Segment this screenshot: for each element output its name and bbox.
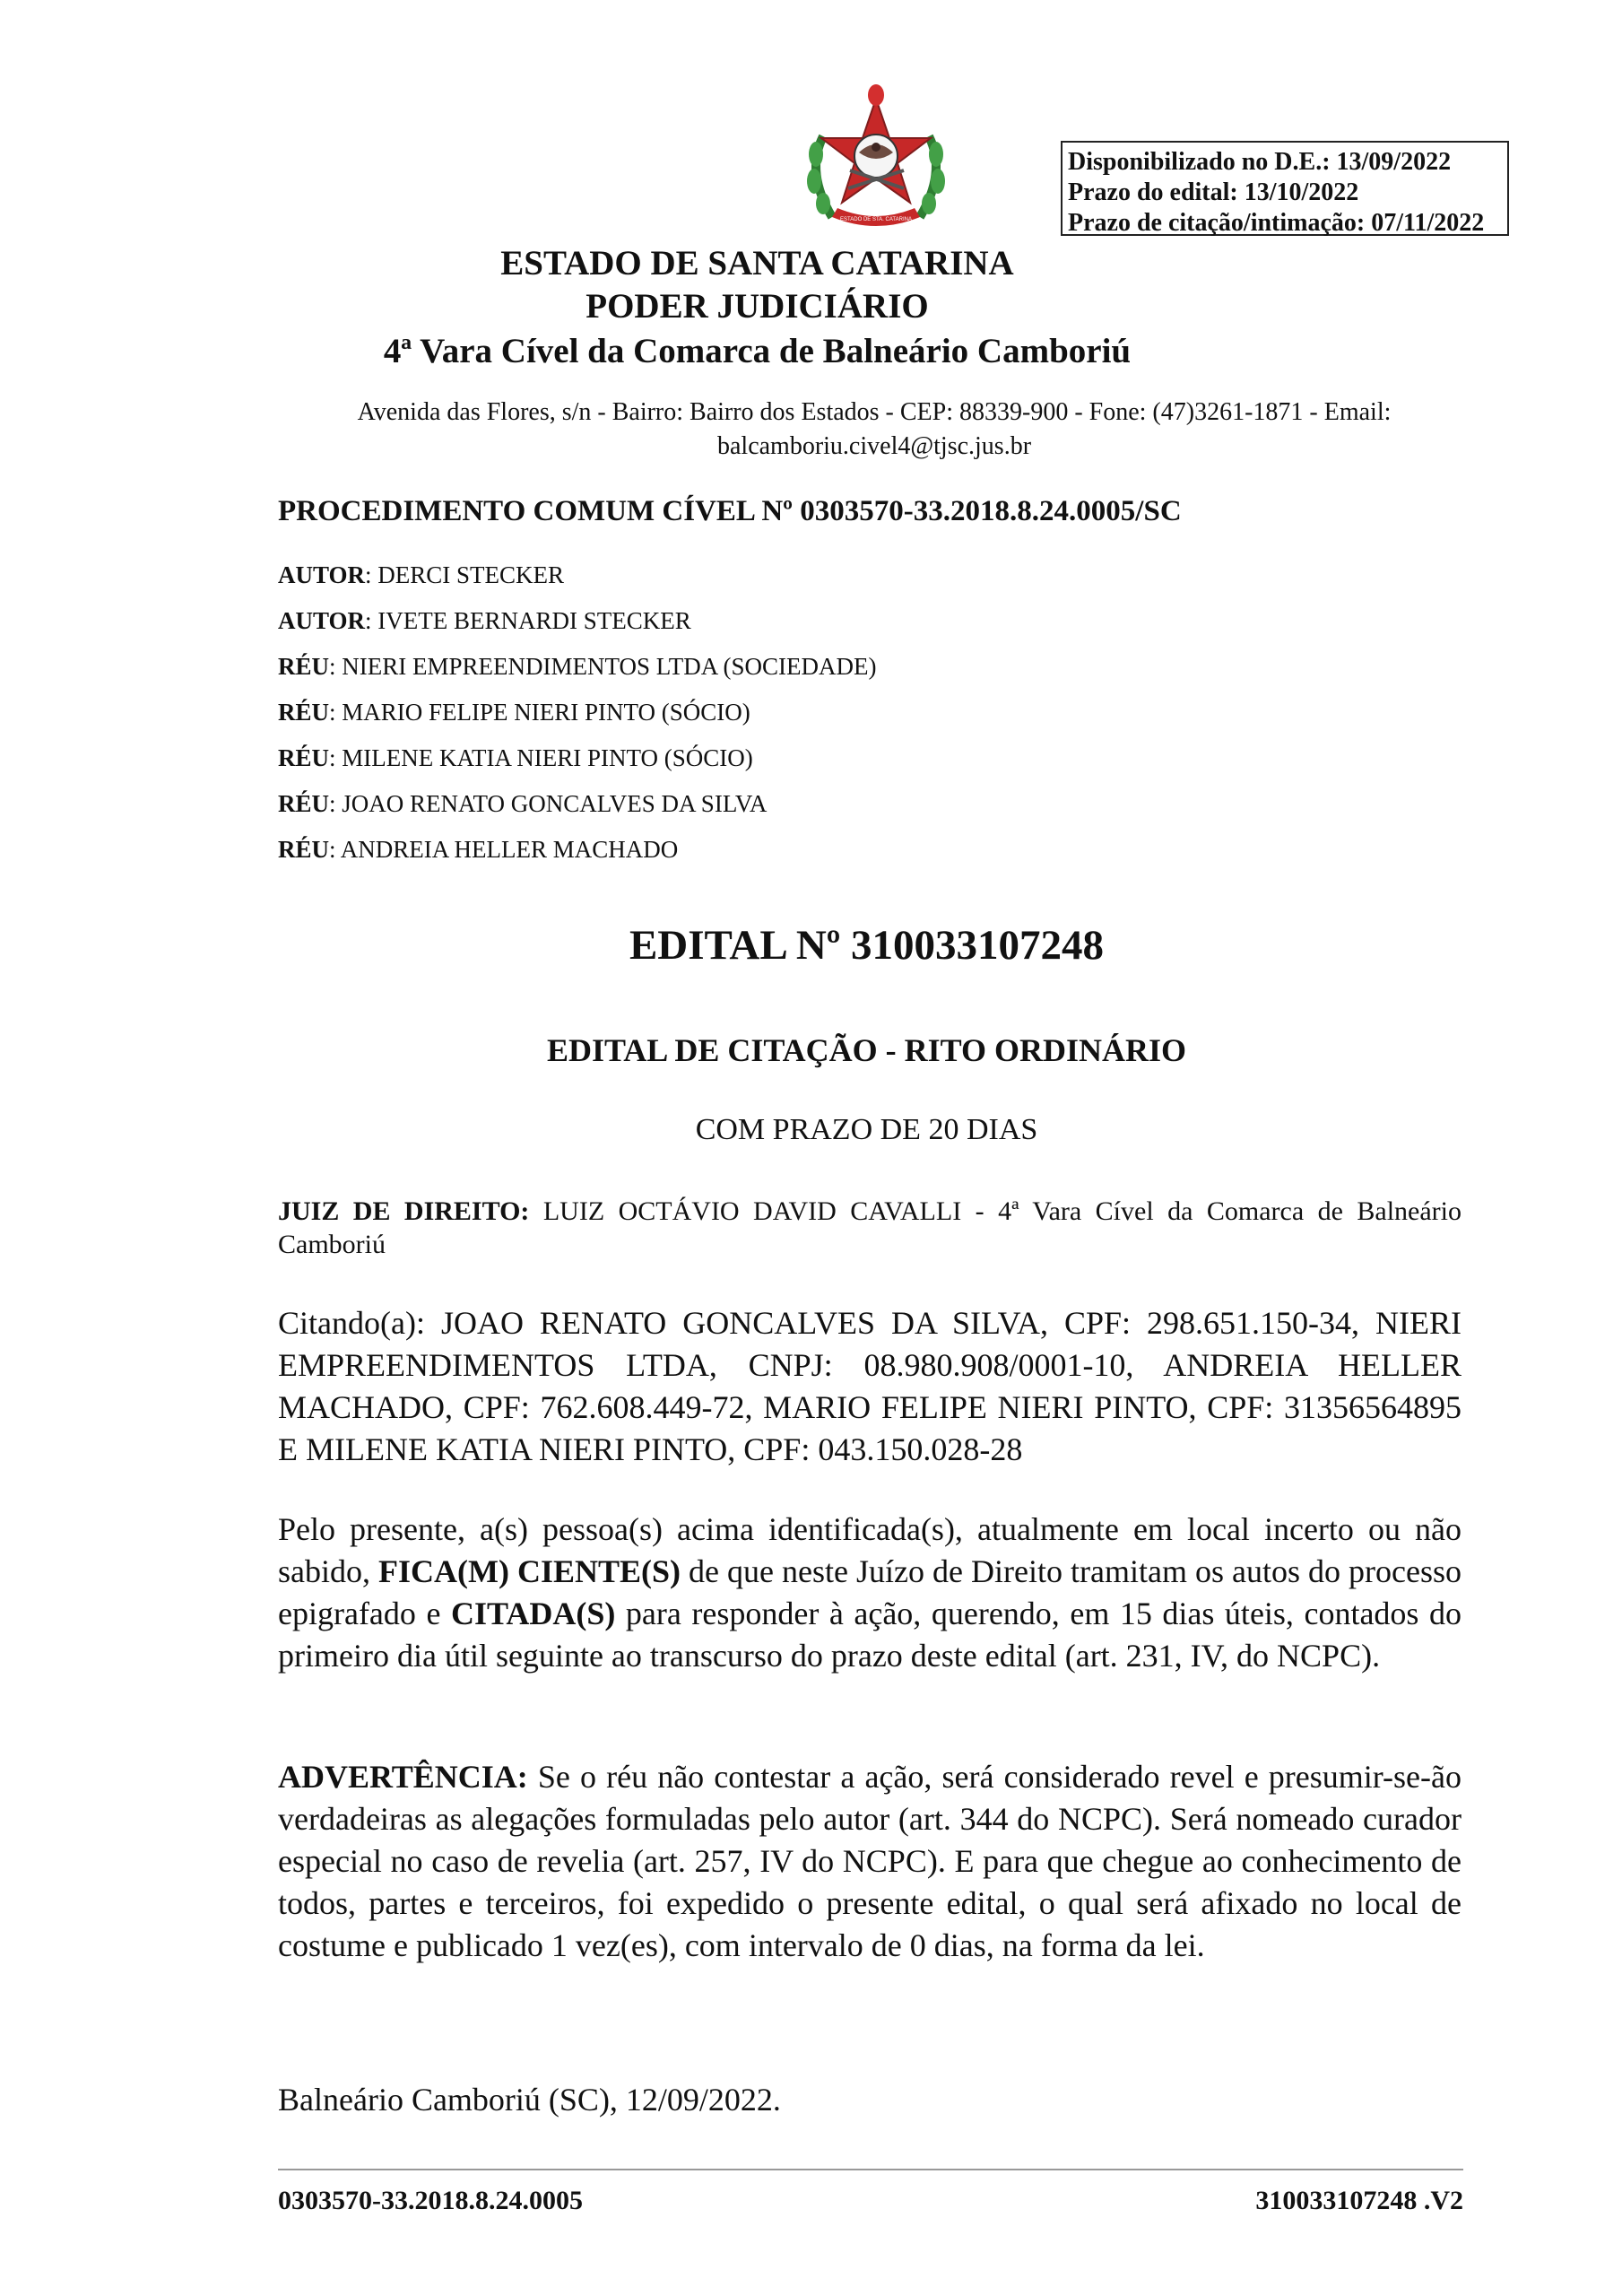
party-item — [278, 690, 877, 735]
court-address: Avenida das Flores, s/n - Bairro: Bairro dos Estados - CEP: 88339-900 - Fone: (47)3261-1871 - Email: balcamboriu.civel4@tjsc.jus.br — [357, 398, 1392, 460]
party-name: : DERCI STECKER — [365, 561, 565, 588]
publication-stamp — [1061, 141, 1509, 236]
header-court: 4ª Vara Cível da Comarca de Balneário Camboriú — [383, 332, 1132, 370]
party-item — [278, 644, 877, 690]
edital-number: EDITAL Nº 310033107248 — [629, 922, 1105, 969]
party-role: AUTOR — [278, 607, 366, 634]
edital-subtitle: EDITAL DE CITAÇÃO - RITO ORDINÁRIO — [546, 1032, 1187, 1068]
stamp-citation-deadline: Prazo de citação/intimação: 07/11/2022 — [1068, 209, 1485, 237]
party-role: AUTOR — [278, 561, 366, 588]
footer-document-version: 310033107248 .V2 — [1255, 2186, 1463, 2215]
party-role: RÉU — [278, 699, 330, 726]
party-name: : ANDREIA HELLER MACHADO — [329, 836, 679, 863]
party-name: : MILENE KATIA NIERI PINTO (SÓCIO) — [329, 744, 753, 771]
party-name: : NIERI EMPREENDIMENTOS LTDA (SOCIEDADE) — [329, 653, 877, 680]
party-role: RÉU — [278, 836, 330, 863]
presente-text-1: Pelo presente, a(s) pessoa(s) acima identificada(s), atualmente em local incerto ou não sabido, — [278, 1511, 1462, 1589]
presente-bold-1: FICA(M) CIENTE(S) — [378, 1553, 681, 1589]
advertencia-paragraph — [278, 1756, 1462, 1967]
header-state: ESTADO DE SANTA CATARINA — [500, 244, 1014, 283]
header-judiciary: PODER JUDICIÁRIO — [585, 287, 929, 326]
procedure-title: PROCEDIMENTO COMUM CÍVEL Nº 0303570-33.2018.8.24.0005/SC — [278, 495, 1182, 527]
presente-text-2: de que neste Juízo de Direito tramitam os autos do processo epigrafado e — [278, 1553, 1462, 1631]
party-name: : MARIO FELIPE NIERI PINTO (SÓCIO) — [329, 699, 750, 726]
judge-text: LUIZ OCTÁVIO DAVID CAVALLI - 4ª Vara Cível da Comarca de Balneário Camboriú — [278, 1196, 1462, 1259]
party-name: : JOAO RENATO GONCALVES DA SILVA — [329, 790, 768, 817]
coat-of-arms-icon — [796, 83, 956, 237]
footer-divider — [278, 2169, 1463, 2170]
advertencia-text: Se o réu não contestar a ação, será considerado revel e presumir-se-ão verdadeiras as alegações formuladas pelo autor (art. 344 do NCPC). Será nomeado curador especial no caso de revelia (art. 257, IV do NCPC). E para que chegue ao conhecimento de todos, partes e terceiros, foi expedido o presente edital, o qual será afixado no local de costume e publicado 1 vez(es), com intervalo de 0 dias, na forma da lei. — [278, 1759, 1462, 1963]
party-role: RÉU — [278, 744, 330, 771]
parties-list — [278, 552, 877, 873]
stamp-edital-deadline: Prazo do edital: 13/10/2022 — [1068, 178, 1359, 206]
advertencia-label: ADVERTÊNCIA: — [278, 1759, 528, 1795]
presente-paragraph — [278, 1509, 1462, 1677]
stamp-published-date: Disponibilizado no D.E.: 13/09/2022 — [1068, 148, 1452, 176]
judge-label: JUIZ DE DIREITO: — [278, 1196, 530, 1226]
presente-bold-2: CITADA(S) — [450, 1596, 616, 1631]
party-role: RÉU — [278, 653, 330, 680]
party-item — [278, 735, 877, 781]
party-item — [278, 827, 877, 873]
place-date: Balneário Camboriú (SC), 12/09/2022. — [278, 2082, 781, 2118]
party-name: : IVETE BERNARDI STECKER — [365, 607, 691, 634]
coat-ribbon-text: ESTADO DE STA. CATARINA — [840, 217, 912, 222]
citando-paragraph: Citando(a): JOAO RENATO GONCALVES DA SILVA, CPF: 298.651.150-34, NIERI EMPREENDIMENTOS LTDA, CNPJ: 08.980.908/0001-10, ANDREIA HELLER MACHADO, CPF: 762.608.449-72, MARIO FELIPE NIERI PINTO, CPF: 31356564895 E MILENE KATIA NIERI PINTO, CPF: 043.150.028-28 — [278, 1305, 1462, 1467]
footer-process-number: 0303570-33.2018.8.24.0005 — [278, 2186, 583, 2215]
party-item — [278, 552, 877, 598]
presente-text-3: para responder à ação, querendo, em 15 dias úteis, contados do primeiro dia útil seguinte ao transcurso do prazo deste edital (art. 231, IV, do NCPC). — [278, 1596, 1462, 1674]
judge-paragraph — [278, 1195, 1462, 1261]
party-item — [278, 598, 877, 644]
edital-term: COM PRAZO DE 20 DIAS — [695, 1113, 1038, 1146]
party-item — [278, 781, 877, 827]
party-role: RÉU — [278, 790, 330, 817]
